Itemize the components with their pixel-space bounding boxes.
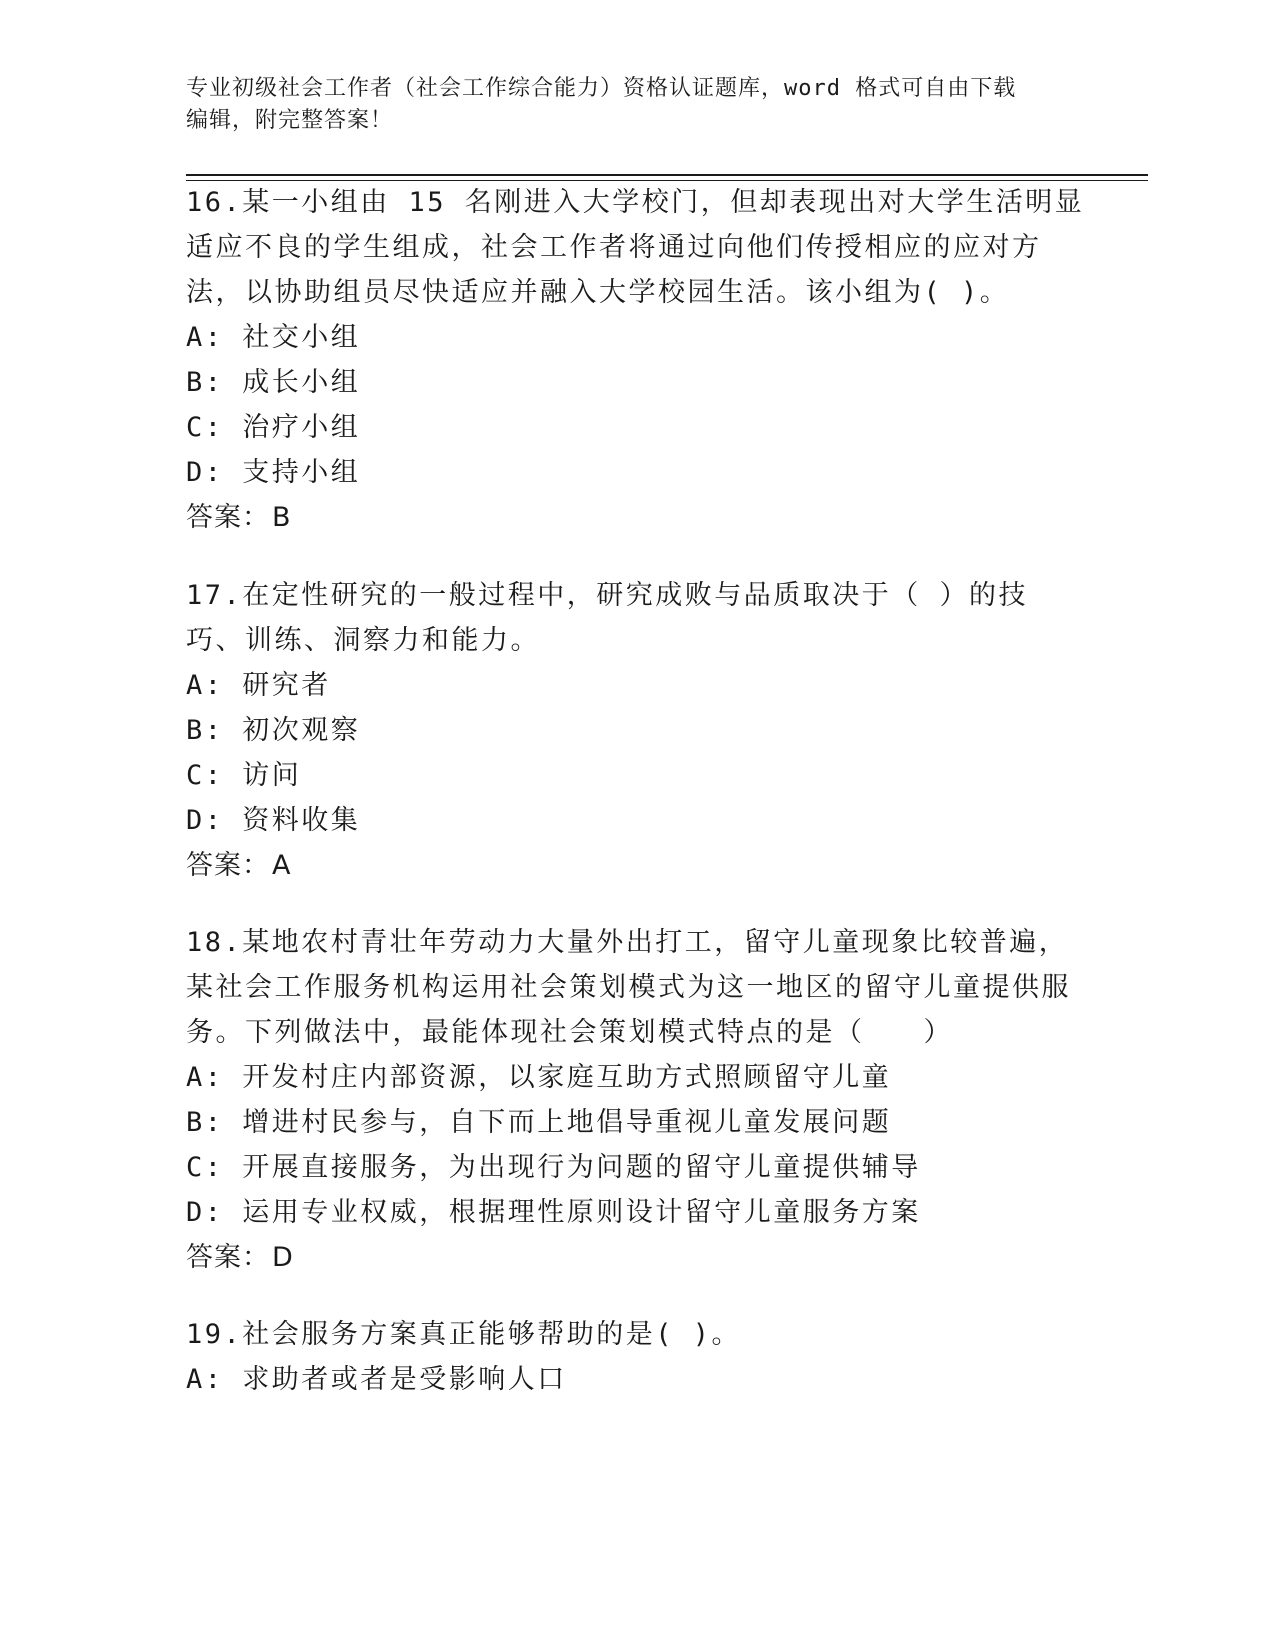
question-text: 18.某地农村青壮年劳动力大量外出打工，留守儿童现象比较普遍，某社会工作服务机构运用社会策划模式为这一地区的留守儿童提供服务。下列做法中，最能体现社会策划模式特点的是（ ） [186,927,1071,1048]
question-16 [186,180,1086,540]
answer-value: D [272,1242,294,1273]
answer-label: 答案： [186,502,270,533]
question-19 [186,1312,1086,1402]
answer-line [186,495,1086,540]
header-line-2: 编辑，附完整答案！ [186,108,394,133]
answer-line [186,1235,1086,1280]
option-d: D: 运用专业权威，根据理性原则设计留守儿童服务方案 [186,1197,921,1228]
document-header [186,73,1086,137]
question-18 [186,920,1086,1280]
answer-value: A [272,850,292,881]
question-text: 17.在定性研究的一般过程中，研究成败与品质取决于（ ）的技巧、训练、洞察力和能力。 [186,580,1029,656]
option-a: A: 社交小组 [186,322,361,353]
option-d: D: 支持小组 [186,457,361,488]
question-17 [186,573,1086,888]
option-b: B: 初次观察 [186,715,361,746]
option-c: C: 开展直接服务，为出现行为问题的留守儿童提供辅导 [186,1152,921,1183]
answer-line [186,843,1086,888]
option-a: A: 开发村庄内部资源，以家庭互助方式照顾留守儿童 [186,1062,892,1093]
option-a: A: 求助者或者是受影响人口 [186,1364,567,1395]
header-line-1: 专业初级社会工作者（社会工作综合能力）资格认证题库，word 格式可自由下载 [186,76,1017,101]
question-text: 16.某一小组由 15 名刚进入大学校门，但却表现出对大学生活明显适应不良的学生组成，社会工作者将通过向他们传授相应的应对方法，以协助组员尽快适应并融入大学校园生活。该小组为( )。 [186,187,1085,308]
answer-label: 答案： [186,1242,270,1273]
answer-value: B [272,502,292,533]
option-a: A: 研究者 [186,670,331,701]
option-c: C: 治疗小组 [186,412,361,443]
option-b: B: 增进村民参与，自下而上地倡导重视儿童发展问题 [186,1107,892,1138]
option-b: B: 成长小组 [186,367,361,398]
option-c: C: 访问 [186,760,302,791]
option-d: D: 资料收集 [186,805,361,836]
answer-label: 答案： [186,850,270,881]
question-text: 19.社会服务方案真正能够帮助的是( )。 [186,1319,742,1350]
header-divider-thick [186,174,1148,176]
